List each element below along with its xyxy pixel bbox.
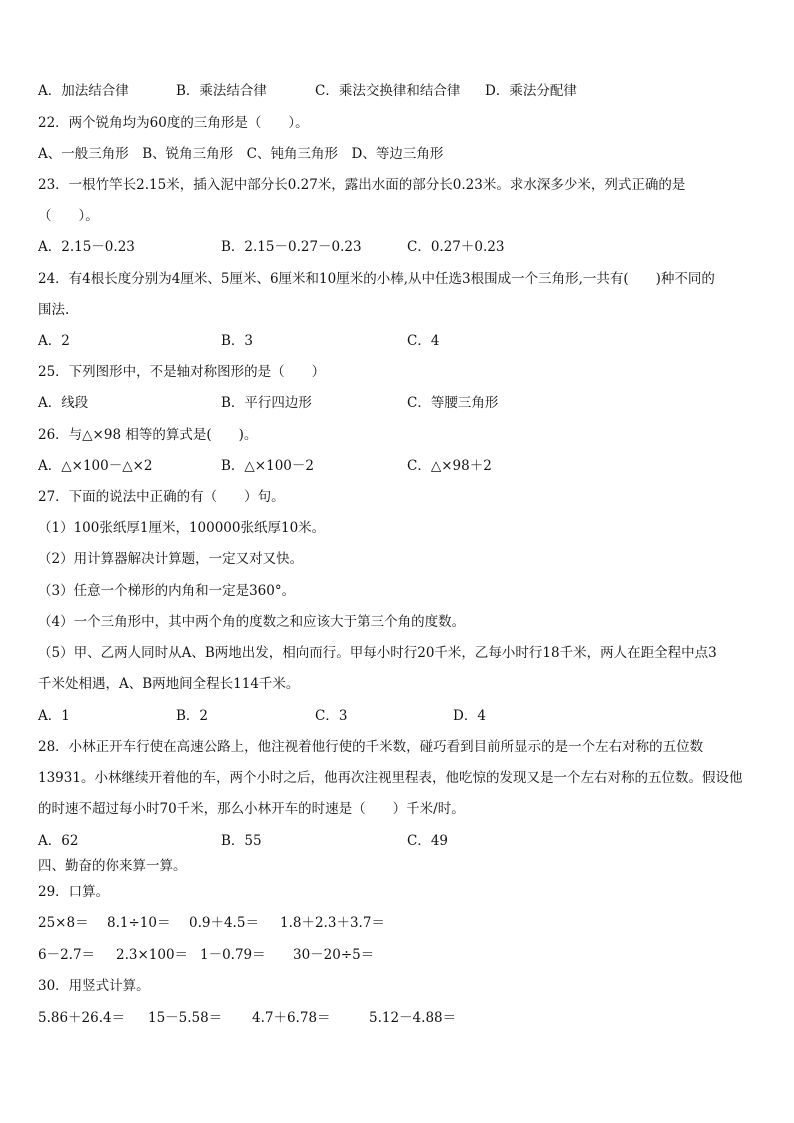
q27-statement-5-line1: （5）甲、乙两人同时从A、B两地出发，相向而行。甲每小时行20千米，乙每小时行18千米，两人在距全程中点3 bbox=[38, 645, 717, 661]
q27-statement-3: （3）任意一个梯形的内角和一定是360°。 bbox=[38, 583, 296, 599]
q26-stem: 26．与△×98 相等的算式是( )。 bbox=[38, 427, 258, 443]
q24-option-c: C．4 bbox=[407, 333, 440, 349]
q27-statement-5-line2: 千米处相遇，A、B两地间全程长114千米。 bbox=[38, 676, 300, 692]
q21-option-b: B．乘法结合律 bbox=[176, 83, 267, 99]
q30-stem: 30．用竖式计算。 bbox=[38, 978, 150, 994]
q21-option-a: A．加法结合律 bbox=[38, 83, 129, 99]
q25-option-c: C．等腰三角形 bbox=[407, 395, 499, 411]
q25-stem: 25．下列图形中，不是轴对称图形的是（ ） bbox=[38, 364, 326, 380]
q29-item: 25×8＝ bbox=[38, 915, 89, 931]
q24-stem-line2: 围法. bbox=[38, 302, 70, 318]
q27-option-a: A．1 bbox=[38, 708, 70, 724]
q28-stem-line2: 13931。小林继续开着他的车，两个小时之后，他再次注视里程表，他吃惊的发现又是一个左右对称的五位数。假设他 bbox=[38, 770, 743, 786]
q21-option-c: C．乘法交换律和结合律 bbox=[315, 83, 461, 99]
q28-option-a: A．62 bbox=[38, 833, 79, 849]
q25-option-a: A．线段 bbox=[38, 395, 89, 411]
q25-option-b: B．平行四边形 bbox=[221, 395, 312, 411]
q26-option-a: A．△×100－△×2 bbox=[38, 458, 153, 474]
q27-statement-1: （1）100张纸厚1厘米，100000张纸厚10米。 bbox=[38, 520, 326, 536]
q29-stem: 29．口算。 bbox=[38, 884, 110, 900]
q23-stem-line2: （ ）。 bbox=[38, 208, 99, 224]
q27-statement-4: （4）一个三角形中，其中两个角的度数之和应该大于第三个角的度数。 bbox=[38, 614, 466, 630]
q29-item: 2.3×100＝ bbox=[116, 947, 189, 963]
q28-stem-line3: 的时速不超过每小时70千米，那么小林开车的时速是（ ）千米/时。 bbox=[38, 801, 465, 817]
q30-item: 15－5.58＝ bbox=[148, 1010, 223, 1026]
q26-option-c: C．△×98＋2 bbox=[407, 458, 492, 474]
q30-item: 4.7＋6.78＝ bbox=[252, 1010, 331, 1026]
q28-option-b: B．55 bbox=[221, 833, 262, 849]
q22-options: A、一般三角形 B、锐角三角形 C、钝角三角形 D、等边三角形 bbox=[38, 146, 444, 162]
q23-stem-line1: 23．一根竹竿长2.15米，插入泥中部分长0.27米，露出水面的部分长0.23米。求水深多少米，列式正确的是 bbox=[38, 177, 686, 193]
section-4-heading: 四、勤奋的你来算一算。 bbox=[38, 858, 187, 874]
q23-option-a: A．2.15－0.23 bbox=[38, 239, 135, 255]
q27-option-b: B．2 bbox=[176, 708, 209, 724]
q26-option-b: B．△×100－2 bbox=[221, 458, 314, 474]
q27-stem: 27．下面的说法中正确的有（ ）句。 bbox=[38, 489, 285, 505]
q28-stem-line1: 28．小林正开车行使在高速公路上，他注视着他行使的千米数，碰巧看到目前所显示的是一个左右对称的五位数 bbox=[38, 739, 704, 755]
q24-option-b: B．3 bbox=[221, 333, 254, 349]
q29-item: 1－0.79＝ bbox=[200, 947, 266, 963]
q29-item: 8.1÷10＝ bbox=[107, 915, 171, 931]
q30-item: 5.12－4.88＝ bbox=[369, 1010, 457, 1026]
q29-item: 1.8＋2.3＋3.7＝ bbox=[280, 915, 385, 931]
q23-option-c: C．0.27＋0.23 bbox=[407, 239, 505, 255]
q29-item: 6－2.7＝ bbox=[38, 947, 96, 963]
q28-option-c: C．49 bbox=[407, 833, 449, 849]
q30-item: 5.86＋26.4＝ bbox=[38, 1010, 126, 1026]
q27-statement-2: （2）用计算器解决计算题，一定又对又快。 bbox=[38, 551, 304, 567]
q24-stem-line1: 24．有4根长度分别为4厘米、5厘米、6厘米和10厘米的小棒,从中任选3根围成一个三角形,一共有( )种不同的 bbox=[38, 271, 715, 287]
q24-option-a: A．2 bbox=[38, 333, 70, 349]
q27-option-c: C．3 bbox=[315, 708, 348, 724]
q29-item: 0.9＋4.5＝ bbox=[189, 915, 259, 931]
q29-item: 30－20÷5＝ bbox=[293, 947, 375, 963]
q22-stem: 22．两个锐角均为60度的三角形是（ ）。 bbox=[38, 115, 309, 131]
q23-option-b: B．2.15－0.27－0.23 bbox=[221, 239, 362, 255]
q27-option-d: D．4 bbox=[453, 708, 486, 724]
q21-option-d: D．乘法分配律 bbox=[485, 83, 577, 99]
